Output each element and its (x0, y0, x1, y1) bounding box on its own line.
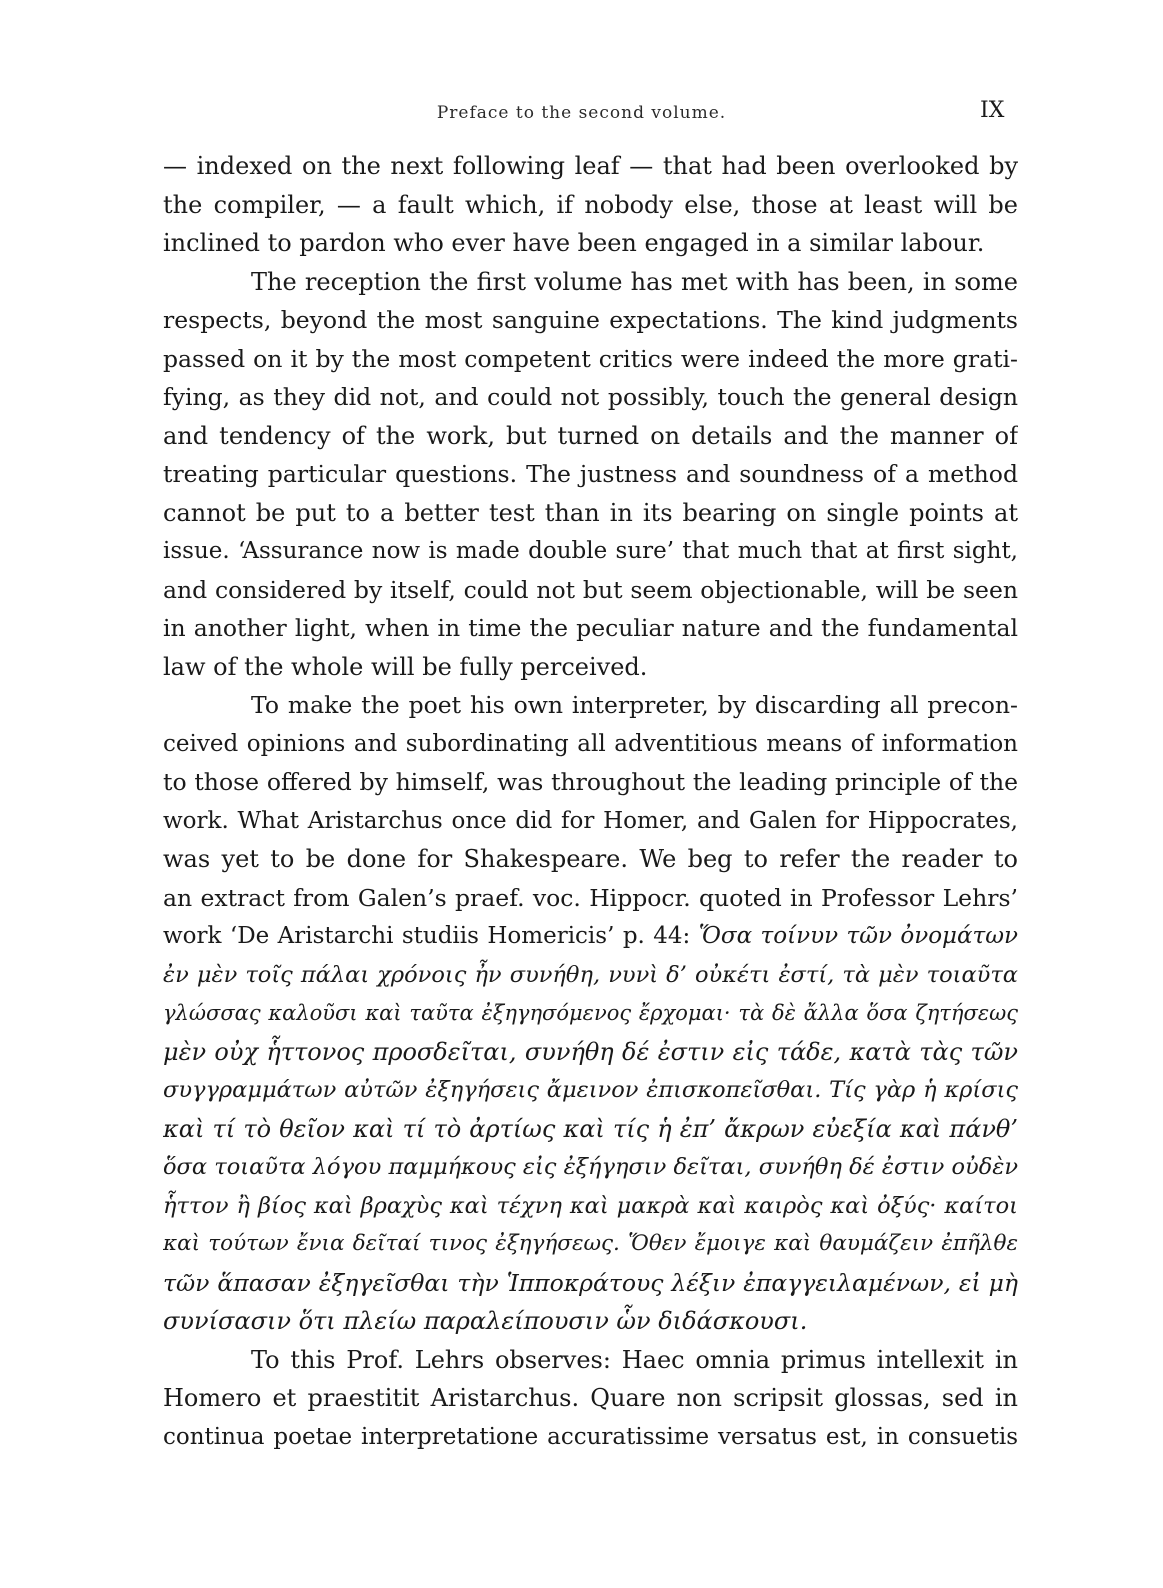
text-line: in another light, when in time the peculiar nature and the fundamental (163, 614, 1018, 642)
text-line-with-greek (163, 917, 1018, 956)
greek-line: ἧττον ἢ βίος καὶ βραχὺς καὶ τέχνη καὶ μακρὰ καὶ καιρὸς καὶ ὀξύς· καίτοι (163, 1192, 1018, 1219)
text-line: and considered by itself, could not but seem objectionable, will be seen (163, 575, 1018, 604)
greek-line: τῶν ἅπασαν ἐξηγεῖσθαι τὴν Ἱπποκράτους λέξιν ἐπαγγειλαμένων, εἰ μὴ (163, 1268, 1018, 1297)
text-line: work. What Aristarchus once did for Homer, and Galen for Hippocrates, (163, 807, 1018, 834)
greek-line: γλώσσας καλοῦσι καὶ ταῦτα ἐξηγησόμενος ἔρχομαι· τὰ δὲ ἄλλα ὅσα ζητήσεως (163, 1001, 1018, 1025)
paragraph-first-line: To make the poet his own interpreter, by discarding all precon- (251, 691, 1018, 719)
paragraph-first-line: To this Prof. Lehrs observes: Haec omnia primus intellexit in (251, 1345, 1018, 1374)
text-line: the compiler, — a fault which, if nobody else, those at least will be (163, 190, 1018, 219)
text-line: respects, beyond the most sanguine expectations. The kind judgments (163, 306, 1018, 334)
text-line: law of the whole will be fully perceived. (163, 652, 648, 681)
text-line: issue. ‘Assurance now is made double sure’ that much that at first sight, (163, 538, 1018, 564)
page-number: IX (980, 98, 1005, 123)
greek-line: ἐν μὲν τοῖς πάλαι χρόνοις ἦν συνήθη, νυνὶ δ’ οὐκέτι ἐστί, τὰ μὲν τοιαῦτα (163, 961, 1018, 988)
text-line: continua poetae interpretatione accuratissime versatus est, in consuetis (163, 1423, 1018, 1450)
text-line: inclined to pardon who ever have been engaged in a similar labour. (163, 229, 985, 257)
running-title: Preface to the second volume. (436, 103, 727, 123)
text-line: was yet to be done for Shakespeare. We beg to refer the reader to (163, 845, 1018, 873)
greek-line: συνίσασιν ὅτι πλείω παραλείπουσιν ὧν διδάσκουσι. (163, 1307, 808, 1335)
greek-line: καὶ τί τὸ θεῖον καὶ τί τὸ ἀρτίως καὶ τίς ἡ ἐπ’ ἄκρων εὐεξία καὶ πάνθ’ (163, 1114, 1018, 1143)
text-line: to those offered by himself, was throughout the leading principle of the (163, 768, 1018, 796)
text-line: fying, as they did not, and could not possibly, touch the general design (163, 383, 1018, 411)
greek-line: ὅσα τοιαῦτα λόγου παμμήκους εἰς ἐξήγησιν δεῖται, συνήθη δέ ἐστιν οὐδὲν (163, 1154, 1018, 1180)
text-line: treating particular questions. The justness and soundness of a method (163, 460, 1018, 488)
greek-line: μὲν οὐχ ἧττονος προσδεῖται, συνήθη δέ ἐστιν εἰς τάδε, κατὰ τὰς τῶν (163, 1037, 1018, 1066)
text-line: an extract from Galen’s praef. voc. Hippocr. quoted in Professor Lehrs’ (163, 883, 1018, 912)
text-line: cannot be put to a better test than in its bearing on single points at (163, 498, 1018, 527)
body-text (163, 147, 1018, 1456)
text-line: — indexed on the next following leaf — that had been overlooked by (163, 152, 1018, 180)
greek-line: καὶ τούτων ἔνια δεῖταί τινος ἐξηγήσεως. Ὅθεν ἔμοιγε καὶ θαυμάζειν ἐπῆλθε (163, 1231, 1018, 1256)
greek-line: συγγραμμάτων αὐτῶν ἐξηγήσεις ἄμεινον ἐπισκοπεῖσθαι. Τίς γὰρ ἡ κρίσις (163, 1077, 1018, 1103)
paragraph-first-line: The reception the first volume has met with has been, in some (251, 267, 1018, 296)
text-segment: work ‘De Aristarchi studiis Homericis’ p. 44: (163, 923, 691, 949)
text-line: passed on it by the most competent critics were indeed the more grati- (163, 344, 1018, 373)
text-line: Homero et praestitit Aristarchus. Quare non scripsit glossas, sed in (163, 1384, 1018, 1412)
greek-quote-start: Ὅσα τοίνυν τῶν ὀνομάτων (698, 923, 1018, 949)
text-line: and tendency of the work, but turned on details and the manner of (163, 421, 1018, 450)
text-line: ceived opinions and subordinating all adventitious means of information (163, 730, 1018, 757)
